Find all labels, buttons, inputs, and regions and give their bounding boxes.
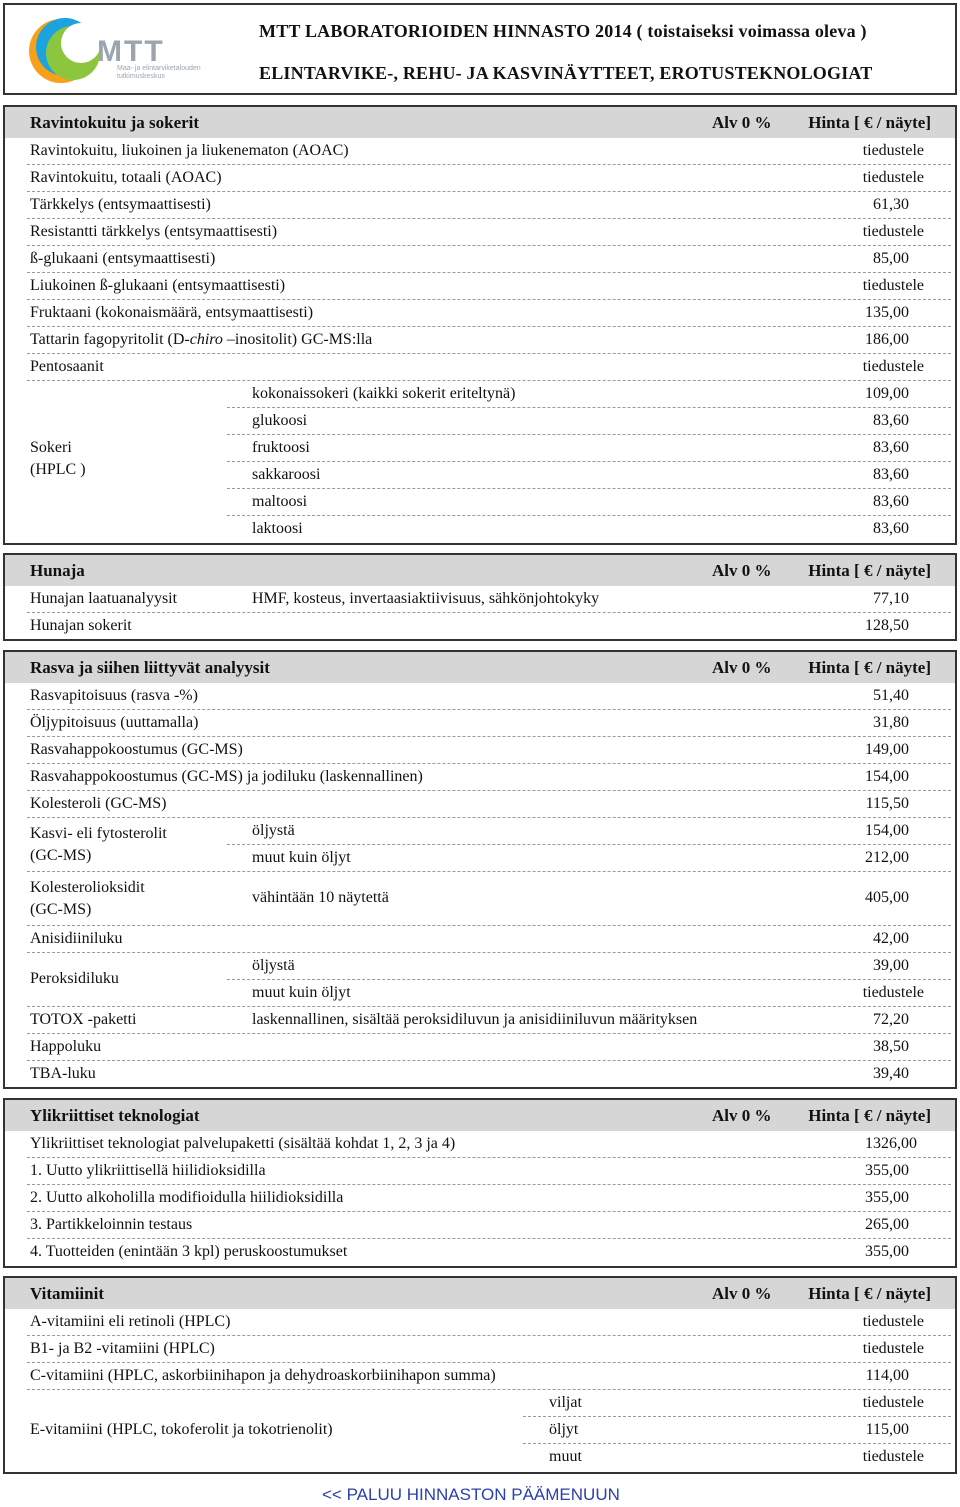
analysis-name: öljystä — [252, 957, 295, 974]
analysis-name: B1- ja B2 -vitamiini (HPLC) — [30, 1340, 215, 1357]
alv-header: Alv 0 % — [712, 113, 772, 132]
price: tiedustele — [862, 1448, 924, 1465]
price: 109,00 — [865, 385, 909, 402]
price: 31,80 — [873, 714, 909, 731]
price: 115,50 — [865, 795, 909, 812]
peroksidiluku-label: Peroksidiluku — [30, 970, 119, 987]
price-row — [5, 489, 955, 516]
price-row — [5, 435, 955, 462]
analysis-name: sakkaroosi — [252, 466, 321, 483]
e-vitamiini-label: E-vitamiini (HPLC, tokoferolit ja tokotrienolit) — [30, 1421, 333, 1438]
analysis-name: 2. Uutto alkoholilla modifioidulla hiilidioksidilla — [30, 1189, 344, 1206]
price-row — [5, 1390, 955, 1417]
price-row — [5, 683, 955, 710]
analysis-name — [30, 331, 372, 349]
analysis-name: 3. Partikkeloinnin testaus — [30, 1216, 193, 1233]
price: 355,00 — [865, 1189, 909, 1206]
hinta-header: Hinta [ € / näyte] — [808, 113, 931, 132]
price-row — [5, 764, 955, 791]
price-row — [5, 1131, 955, 1158]
analysis-name: Pentosaanit — [30, 358, 104, 375]
analysis-name: Fruktaani (kokonaismäärä, entsymaattisesti) — [30, 304, 314, 321]
analysis-name: Hunajan sokerit — [30, 617, 132, 634]
price: 115,00 — [865, 1421, 909, 1438]
price-row — [5, 1212, 955, 1239]
hinta-header: Hinta [ € / näyte] — [808, 1284, 931, 1303]
price: 265,00 — [865, 1216, 909, 1233]
analysis-name: öljyt — [549, 1421, 579, 1438]
section-title: Hunaja — [30, 561, 85, 580]
page-subtitle: ELINTARVIKE-, REHU- JA KASVINÄYTTEET, EROTUSTEKNOLOGIAT — [259, 63, 873, 83]
price-row — [5, 138, 955, 165]
price: 83,60 — [873, 466, 909, 483]
section-header — [5, 1100, 955, 1131]
price: 72,20 — [873, 1011, 909, 1028]
price: tiedustele — [862, 223, 924, 240]
analysis-name: Ylikriittiset teknologiat palvelupaketti (sisältää kohdat 1, 2, 3 ja 4) — [30, 1135, 456, 1152]
section-header — [5, 555, 955, 586]
price-row — [5, 273, 955, 300]
section-header — [5, 652, 955, 683]
group-label-line: Kasvi- eli fytosterolit — [30, 825, 167, 842]
price-row — [5, 381, 955, 408]
price-row — [5, 586, 955, 613]
price: 39,00 — [873, 957, 909, 974]
hinta-header: Hinta [ € / näyte] — [808, 1106, 931, 1125]
price-row — [5, 300, 955, 327]
analysis-name: laktoosi — [252, 520, 303, 537]
price: 77,10 — [873, 590, 909, 607]
price-row — [5, 710, 955, 737]
analysis-name: Rasvahappokoostumus (GC-MS) — [30, 741, 243, 758]
group-label-line: (GC-MS) — [30, 847, 92, 864]
price-row — [5, 1309, 955, 1336]
analysis-name-italic: chiro — [189, 331, 223, 348]
price-row — [5, 1007, 955, 1034]
analysis-name: Rasvahappokoostumus (GC-MS) ja jodiluku (laskennallinen) — [30, 768, 423, 785]
section-ravintokuitu — [3, 105, 957, 545]
e-vitamiini-group — [5, 1390, 955, 1471]
price-row — [5, 953, 955, 980]
section-rasva — [3, 650, 957, 1089]
group-label-line: Sokeri — [30, 439, 72, 456]
price-row — [5, 737, 955, 764]
price: 83,60 — [873, 493, 909, 510]
price-row — [5, 1239, 955, 1266]
analysis-name: Tärkkelys (entsymaattisesti) — [30, 196, 211, 213]
section-title: Ravintokuitu ja sokerit — [30, 113, 200, 132]
price: tiedustele — [862, 1394, 924, 1411]
price-row — [5, 980, 955, 1007]
price: 38,50 — [873, 1038, 909, 1055]
price: tiedustele — [862, 277, 924, 294]
price-row — [5, 1417, 955, 1444]
analysis-name: fruktoosi — [252, 439, 310, 456]
group-label-line: Kolesterolioksidit — [30, 879, 145, 896]
price: 61,30 — [873, 196, 909, 213]
price-row — [5, 408, 955, 435]
hinta-header: Hinta [ € / näyte] — [808, 561, 931, 580]
price-row — [5, 872, 955, 926]
back-to-menu-link[interactable]: << PALUU HINNASTON PÄÄMENUUN — [322, 1485, 620, 1504]
group-label-line: (HPLC ) — [30, 461, 86, 478]
kasvisterolit-group — [5, 818, 955, 872]
analysis-name: Öljypitoisuus (uuttamalla) — [30, 714, 199, 731]
hinta-header: Hinta [ € / näyte] — [808, 658, 931, 677]
price: tiedustele — [862, 142, 924, 159]
price: 128,50 — [865, 617, 909, 634]
price: 355,00 — [865, 1162, 909, 1179]
analysis-name: muut kuin öljyt — [252, 984, 351, 1001]
analysis-name: muut — [549, 1448, 582, 1465]
price: 1326,00 — [865, 1135, 917, 1152]
price-row — [5, 818, 955, 845]
analysis-name: vähintään 10 näytettä — [252, 889, 389, 906]
price-row — [5, 516, 955, 543]
price: 83,60 — [873, 520, 909, 537]
peroksidiluku-group — [5, 953, 955, 1007]
price: tiedustele — [862, 1340, 924, 1357]
alv-header: Alv 0 % — [712, 561, 772, 580]
sokeri-group — [5, 381, 955, 543]
price: 149,00 — [865, 741, 909, 758]
price: 212,00 — [865, 849, 909, 866]
price-row — [5, 1185, 955, 1212]
analysis-name: Anisidiiniluku — [30, 930, 123, 947]
price-row — [5, 1363, 955, 1390]
analysis-name: Hunajan laatuanalyysit — [30, 590, 178, 607]
section-vitamiinit — [3, 1276, 957, 1474]
price-row — [5, 1061, 955, 1088]
price: 355,00 — [865, 1243, 909, 1260]
analysis-name: 1. Uutto ylikriittisellä hiilidioksidilla — [30, 1162, 266, 1179]
section-title: Vitamiinit — [30, 1284, 104, 1303]
price-row — [5, 246, 955, 273]
analysis-name: C-vitamiini (HPLC, askorbiinihapon ja dehydroaskorbiinihapon summa) — [30, 1367, 496, 1384]
alv-header: Alv 0 % — [712, 1106, 772, 1125]
alv-header: Alv 0 % — [712, 1284, 772, 1303]
price-row — [5, 791, 955, 818]
price-row — [5, 1034, 955, 1061]
analysis-name: A-vitamiini eli retinoli (HPLC) — [30, 1313, 231, 1330]
price-row — [5, 1444, 955, 1471]
price: 405,00 — [865, 889, 909, 906]
analysis-name-part: Tattarin fagopyritolit (D- — [30, 331, 190, 348]
price: tiedustele — [862, 984, 924, 1001]
section-header — [5, 107, 955, 138]
section-title: Rasva ja siihen liittyvät analyysit — [30, 658, 270, 677]
price: 135,00 — [865, 304, 909, 321]
analysis-name: glukoosi — [252, 412, 308, 429]
analysis-name: viljat — [549, 1394, 582, 1411]
analysis-name: TOTOX -paketti — [30, 1011, 137, 1028]
price: 83,60 — [873, 412, 909, 429]
group-label-line: (GC-MS) — [30, 901, 92, 918]
analysis-detail: HMF, kosteus, invertaasiaktiivisuus, sähkönjohtokyky — [252, 590, 600, 607]
analysis-name: Liukoinen ß-glukaani (entsymaattisesti) — [30, 277, 286, 294]
price-row — [5, 219, 955, 246]
price: 114,00 — [865, 1367, 909, 1384]
page-title: MTT LABORATORIOIDEN HINNASTO 2014 ( toistaiseksi voimassa oleva ) — [259, 21, 867, 41]
analysis-name: Kolesteroli (GC-MS) — [30, 795, 167, 812]
alv-header: Alv 0 % — [712, 658, 772, 677]
mtt-logo — [25, 13, 210, 89]
price: 85,00 — [873, 250, 909, 267]
price-row — [5, 462, 955, 489]
analysis-name-part: –inositolit) GC-MS:lla — [222, 331, 373, 348]
section-title: Ylikriittiset teknologiat — [30, 1106, 200, 1125]
analysis-name: Rasvapitoisuus (rasva -%) — [30, 687, 198, 704]
analysis-name: Resistantti tärkkelys (entsymaattisesti) — [30, 223, 278, 240]
price: 154,00 — [865, 768, 909, 785]
price: 39,40 — [873, 1065, 909, 1082]
price-row — [5, 845, 955, 872]
analysis-name: maltoosi — [252, 493, 308, 510]
analysis-name: kokonaissokeri (kaikki sokerit eriteltynä) — [252, 385, 516, 402]
section-ylikriittiset — [3, 1098, 957, 1268]
price: 154,00 — [865, 822, 909, 839]
kolesterolioksidit-label — [30, 877, 145, 921]
price-row — [5, 926, 955, 953]
price-row — [5, 192, 955, 219]
price: 51,40 — [873, 687, 909, 704]
price-row — [5, 165, 955, 192]
price: tiedustele — [862, 1313, 924, 1330]
section-header — [5, 1278, 955, 1309]
analysis-name: TBA-luku — [30, 1065, 96, 1082]
analysis-detail: laskennallinen, sisältää peroksidiluvun ja anisidiiniluvun määrityksen — [252, 1011, 698, 1028]
section-hunaja — [3, 553, 957, 641]
price: tiedustele — [862, 169, 924, 186]
logo-text: MTT — [97, 35, 165, 68]
price-row — [5, 1336, 955, 1363]
analysis-name: Happoluku — [30, 1038, 102, 1055]
price: tiedustele — [862, 358, 924, 375]
price-row — [5, 613, 955, 640]
analysis-name: Ravintokuitu, liukoinen ja liukenematon (AOAC) — [30, 142, 349, 159]
price: 42,00 — [873, 930, 909, 947]
analysis-name: ß-glukaani (entsymaattisesti) — [30, 250, 216, 267]
price: 83,60 — [873, 439, 909, 456]
price-row — [5, 354, 955, 381]
price-row — [5, 327, 955, 354]
logo-subtext: Maa- ja elintarviketalouden tutkimuskeskus — [117, 65, 201, 80]
analysis-name: muut kuin öljyt — [252, 849, 351, 866]
price: 186,00 — [865, 331, 909, 348]
analysis-name: 4. Tuotteiden (enintään 3 kpl) peruskoostumukset — [30, 1243, 348, 1260]
page-header — [3, 3, 957, 95]
price-row — [5, 1158, 955, 1185]
analysis-name: öljystä — [252, 822, 295, 839]
analysis-name: Ravintokuitu, totaali (AOAC) — [30, 169, 222, 186]
